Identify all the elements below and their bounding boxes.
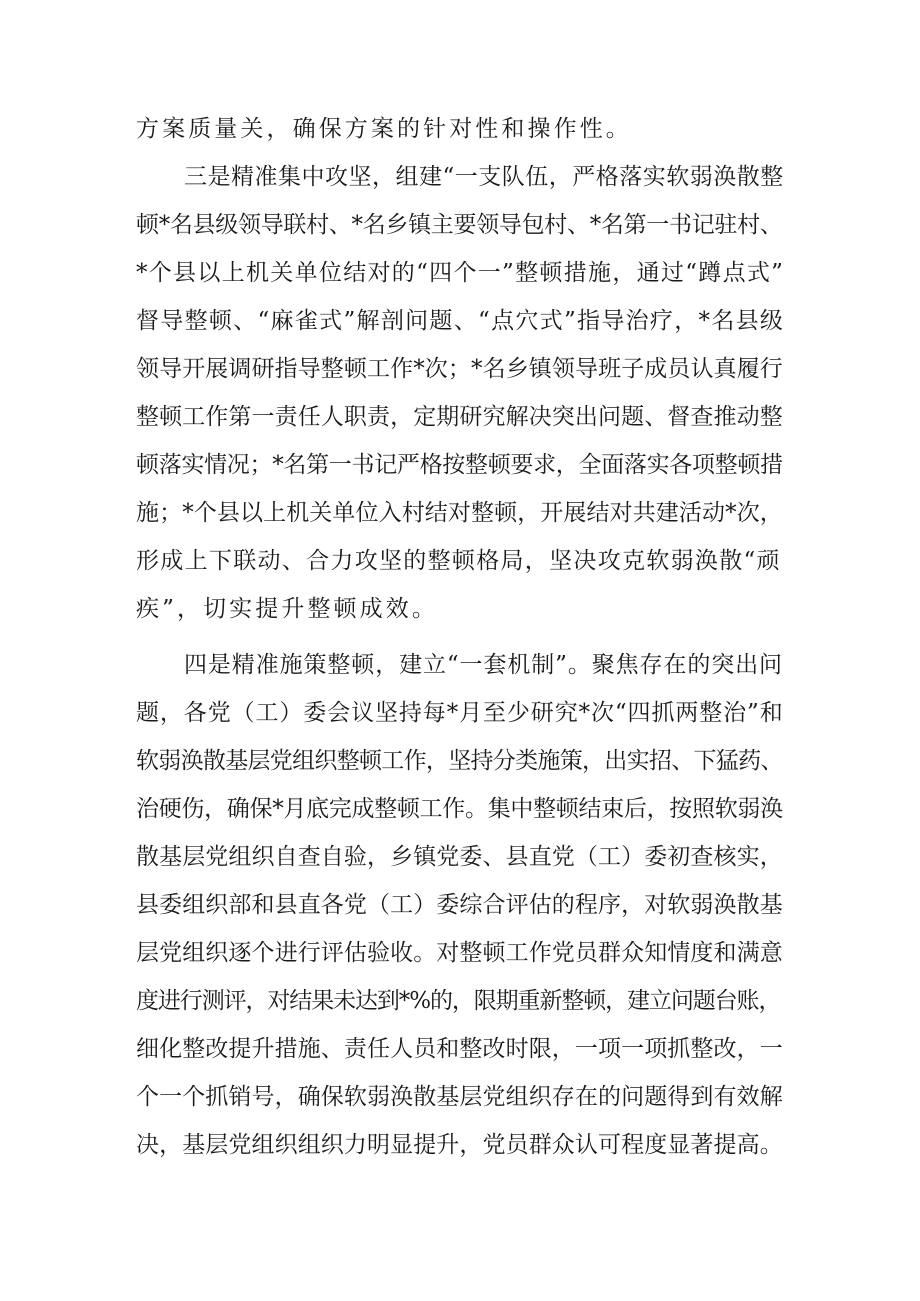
- text-line: 层党组织逐个进行评估验收。对整顿工作党员群众知情度和满意: [136, 940, 783, 966]
- text-line: 领导开展调研指导整顿工作*次；*名乡镇领导班子成员认真履行: [136, 356, 783, 382]
- text-line: 散基层党组织自查自验，乡镇党委、县直党（工）委初查核实，: [136, 844, 783, 870]
- text-line: 个一个抓销号，确保软弱涣散基层党组织存在的问题得到有效解: [136, 1084, 783, 1110]
- text-line: *个县以上机关单位结对的“四个一”整顿措施，通过“蹲点式”: [136, 260, 785, 286]
- text-line: 形成上下联动、合力攻坚的整顿格局，坚决攻克软弱涣散“顽: [136, 548, 781, 574]
- text-line: 决，基层党组织组织力明显提升，党员群众认可程度显著提高。: [136, 1132, 783, 1158]
- text-line: 疾”，切实提升整顿成效。: [136, 596, 438, 622]
- paragraph-four-start: 四是精准施策整顿，建立“一套机制”。聚焦存在的突出问: [184, 652, 783, 678]
- text-line: 整顿工作第一责任人职责，定期研究解决突出问题、督查推动整: [136, 404, 783, 430]
- text-line: 方案质量关，确保方案的针对性和操作性。: [136, 116, 632, 142]
- text-line: 县委组织部和县直各党（工）委综合评估的程序，对软弱涣散基: [136, 892, 783, 918]
- text-line: 软弱涣散基层党组织整顿工作，坚持分类施策，出实招、下猛药、: [136, 748, 783, 774]
- text-line: 度进行测评，对结果未达到*%的，限期重新整顿，建立问题台账，: [136, 988, 781, 1014]
- text-line: 细化整改提升措施、责任人员和整改时限，一项一项抓整改，一: [136, 1036, 783, 1062]
- paragraph-three-start: 三是精准集中攻坚，组建“一支队伍，严格落实软弱涣散整: [184, 164, 784, 190]
- text-line: 顿落实情况；*名第一书记严格按整顿要求，全面落实各项整顿措: [136, 452, 783, 478]
- text-line: 施；*个县以上机关单位入村结对整顿，开展结对共建活动*次，: [136, 500, 783, 526]
- text-line: 顿*名县级领导联村、*名乡镇主要领导包村、*名第一书记驻村、: [136, 212, 783, 238]
- text-line: 治硬伤，确保*月底完成整顿工作。集中整顿结束后，按照软弱涣: [136, 796, 783, 822]
- text-line: 督导整顿、“麻雀式”解剖问题、“点穴式”指导治疗，*名县级: [136, 308, 785, 334]
- text-line: 题，各党（工）委会议坚持每*月至少研究*次“四抓两整治”和: [136, 700, 784, 726]
